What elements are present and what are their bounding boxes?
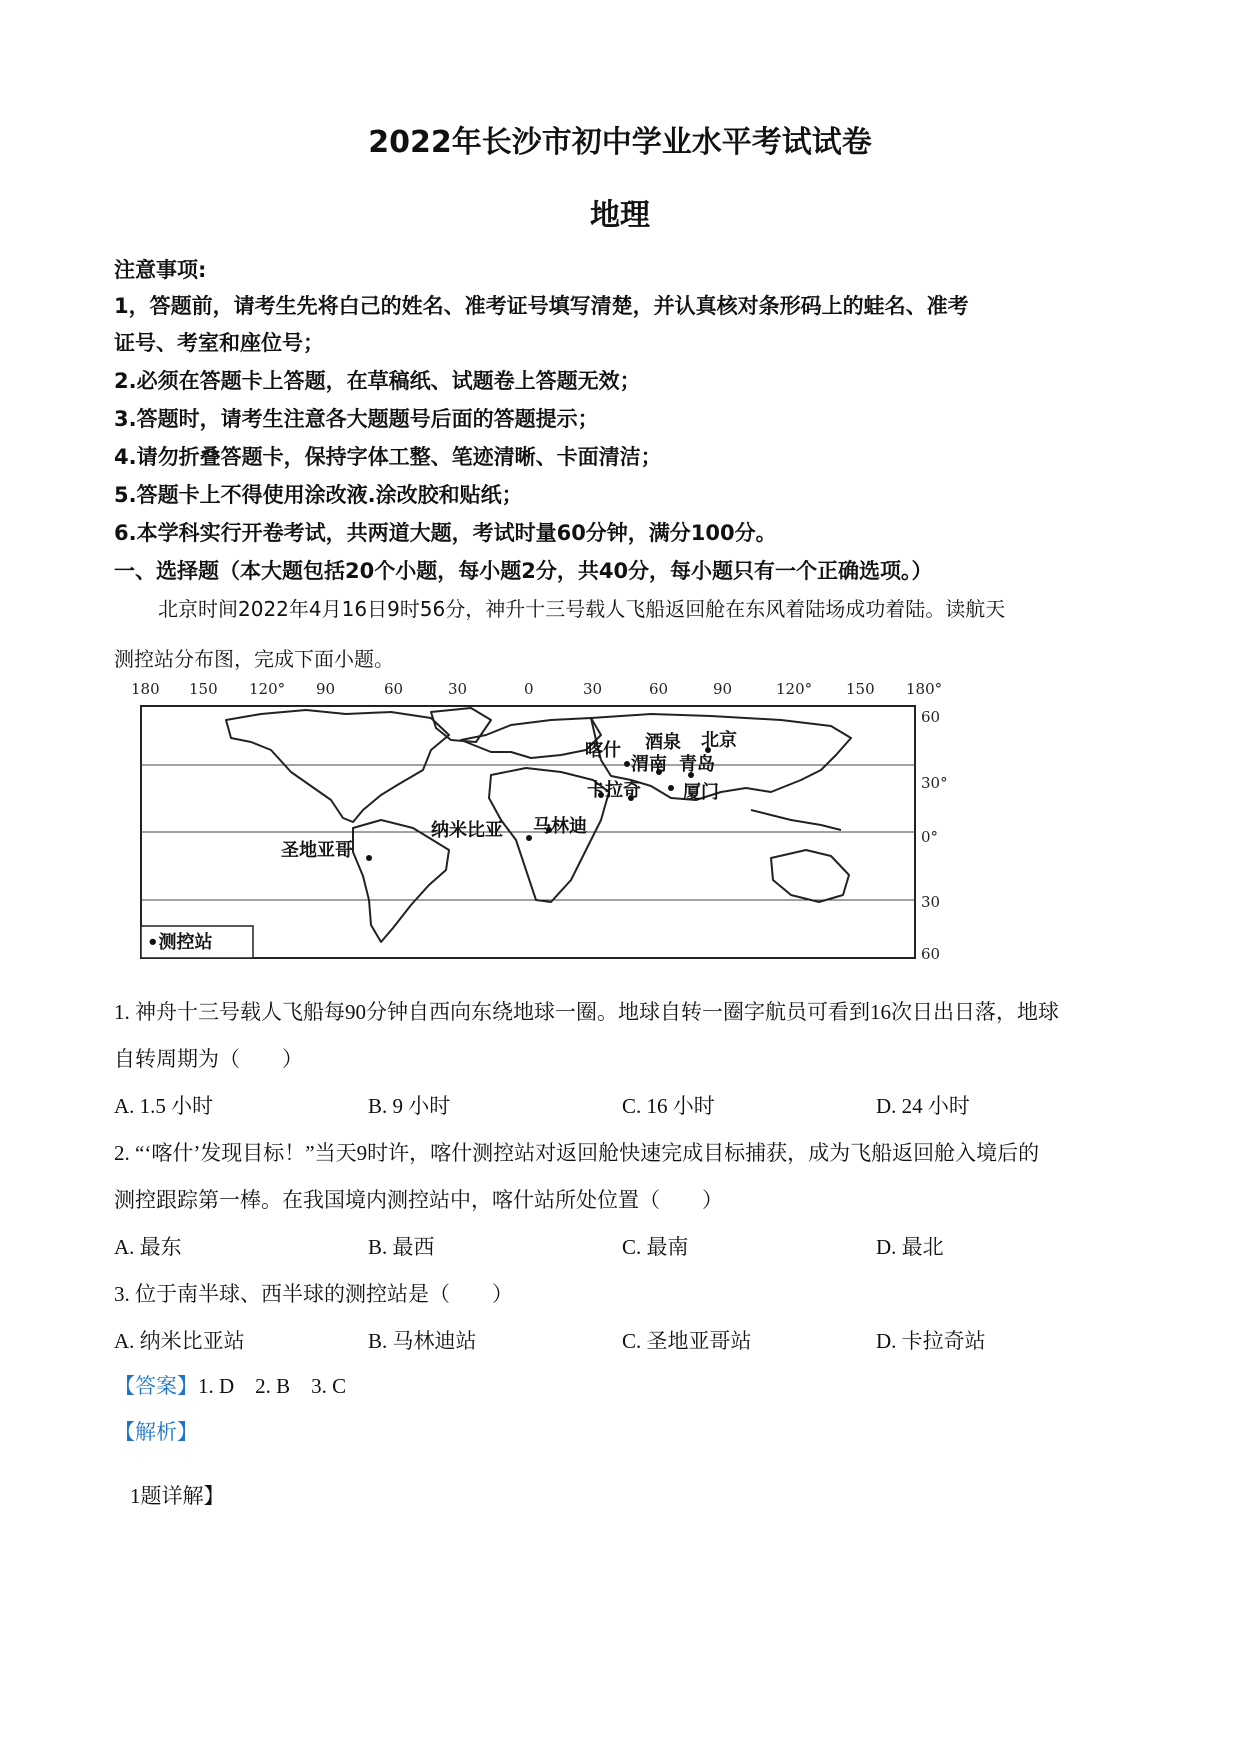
lon-label: 120° xyxy=(776,680,813,698)
option-d: D. 24 小时 xyxy=(876,1094,970,1118)
lat-label: 60 xyxy=(921,945,941,963)
station-label-jiuquan: 酒泉 xyxy=(645,732,681,753)
analysis-detail: 1题详解】 xyxy=(130,1484,225,1508)
lon-label: 150 xyxy=(846,680,875,698)
lat-label: 30° xyxy=(921,774,948,792)
map-legend: •测控站 xyxy=(147,932,213,953)
notice-heading: 注意事项: xyxy=(114,258,207,282)
option-d: D. 最北 xyxy=(876,1235,944,1259)
lon-label: 60 xyxy=(384,680,404,698)
notice-item: 6.本学科实行开卷考试，共两道大题，考试时量60分钟，满分100分。 xyxy=(114,521,777,545)
station-dot xyxy=(366,855,372,861)
intro-text: 北京时间2022年4月16日9时56分，神升十三号载人飞船返回舱在东风着陆场成功着陆。读航天 xyxy=(158,597,1006,621)
lon-label: 60 xyxy=(649,680,669,698)
option-c: C. 16 小时 xyxy=(622,1094,715,1118)
lon-label: 150 xyxy=(189,680,218,698)
lon-label: 90 xyxy=(316,680,336,698)
notice-item: 4.请勿折叠答题卡，保持字体工整、笔迹清晰、卡面清洁； xyxy=(114,445,662,469)
station-map xyxy=(131,680,971,964)
intro-text: 测控站分布图，完成下面小题。 xyxy=(114,647,394,671)
station-dot xyxy=(624,761,630,767)
notice-item: 3.答题时，请考生注意各大题题号后面的答题提示； xyxy=(114,407,599,431)
station-label-beijing: 北京 xyxy=(701,730,737,751)
lon-label: 30 xyxy=(583,680,603,698)
station-label-karachi: 卡拉奇 xyxy=(587,780,641,801)
option-b: B. 最西 xyxy=(368,1235,435,1259)
lon-label: 180° xyxy=(906,680,943,698)
lat-label: 30 xyxy=(921,893,941,911)
station-dot xyxy=(668,785,674,791)
notice-item: 5.答题卡上不得使用涂改液.涂改胶和贴纸； xyxy=(114,483,523,507)
station-label-kashi: 喀什 xyxy=(585,740,621,761)
option-b: B. 马林迪站 xyxy=(368,1329,477,1353)
lon-label: 0 xyxy=(524,680,534,698)
notice-item: 1，答题前，请考生先将白己的姓名、准考证号填写清楚，并认真核对条形码上的蛙名、准考 xyxy=(114,294,969,318)
exam-title: 2022年长沙市初中学业水平考试试卷 xyxy=(368,125,872,160)
station-label-weinan: 渭南 xyxy=(631,754,667,775)
lon-label: 120° xyxy=(249,680,286,698)
question-stem: 3. 位于南半球、西半球的测控站是（ ） xyxy=(114,1282,513,1306)
question-stem: 自转周期为（ ） xyxy=(114,1047,303,1071)
lon-label: 180 xyxy=(131,680,160,698)
option-c: C. 圣地亚哥站 xyxy=(622,1329,752,1353)
question-stem: 测控跟踪第一棒。在我国境内测控站中，喀什站所处位置（ ） xyxy=(114,1188,723,1212)
section-heading: 一、选择题（本大题包括20个小题，每小题2分，共40分，每小题只有一个正确选项。） xyxy=(114,559,933,583)
station-dot xyxy=(526,835,532,841)
lat-label: 60 xyxy=(921,708,941,726)
question-stem: 2. “‘喀什’发现目标！”当天9时许，喀什测控站对返回舱快速完成目标捕获，成为飞船返回舱入境后的 xyxy=(114,1141,1040,1165)
station-label-qingdao: 青岛 xyxy=(679,754,715,775)
station-label-namibia: 纳米比亚 xyxy=(431,820,503,841)
option-a: A. 1.5 小时 xyxy=(114,1094,214,1118)
lat-label: 0° xyxy=(921,828,939,846)
subject-title: 地理 xyxy=(590,198,650,233)
option-a: A. 纳米比亚站 xyxy=(114,1329,245,1353)
lon-label: 90 xyxy=(713,680,733,698)
option-c: C. 最南 xyxy=(622,1235,689,1259)
station-label-malindi: 马林迪 xyxy=(533,816,587,837)
station-label-xiamen: 厦门 xyxy=(683,782,719,803)
notice-item: 2.必须在答题卡上答题，在草稿纸、试题卷上答题无效； xyxy=(114,369,641,393)
option-d: D. 卡拉奇站 xyxy=(876,1329,986,1353)
notice-item: 证号、考室和座位号； xyxy=(114,331,324,355)
question-stem: 1. 神舟十三号载人飞船每90分钟自西向东绕地球一圈。地球自转一圈字航员可看到16次日出日落，地球 xyxy=(114,1000,1059,1024)
answer-label: 【答案】 xyxy=(114,1374,198,1398)
option-b: B. 9 小时 xyxy=(368,1094,451,1118)
lon-label: 30 xyxy=(448,680,468,698)
option-a: A. 最东 xyxy=(114,1235,182,1259)
answer-line xyxy=(114,1370,346,1400)
station-label-santiago: 圣地亚哥 xyxy=(281,840,353,861)
answer-text: 1. D 2. B 3. C xyxy=(198,1374,347,1398)
analysis-label: 【解析】 xyxy=(114,1420,198,1444)
